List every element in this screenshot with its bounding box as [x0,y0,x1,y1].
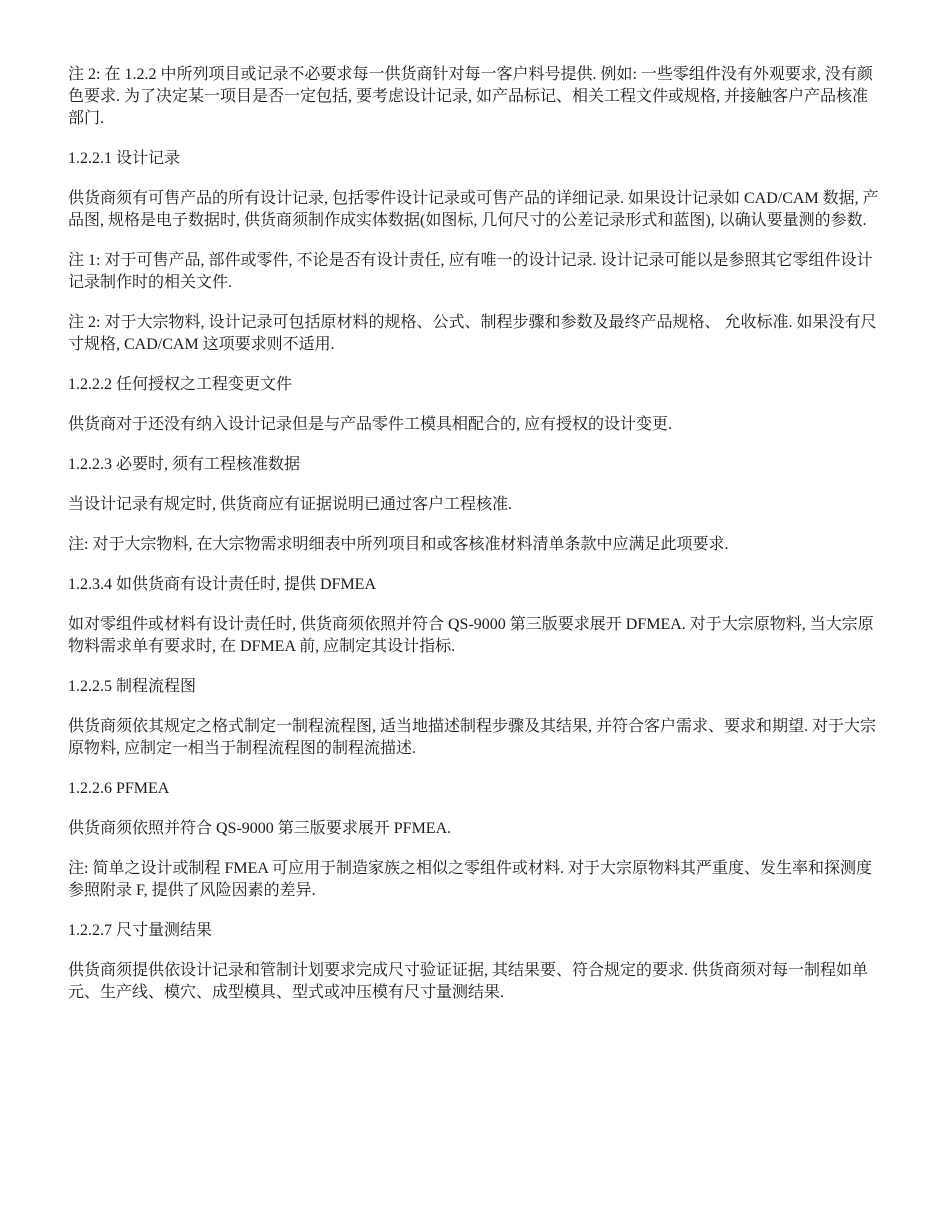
document-page [68,64,882,1022]
section-heading-process-flow: 1.2.2.5 制程流程图 [68,678,197,695]
note-paragraph: 注 2: 在 1.2.2 中所列项目或记录不必要求每一供货商针对每一客户料号提供. 例如: 一些零组件没有外观要求, 没有颜色要求. 为了决定某一项目是否一定包括, 要考虑设计记录, 如产品标记、相关工程文件或规格, 并接触客户产品核准部门. [68,66,873,127]
body-paragraph: 供货商须依照并符合 QS-9000 第三版要求展开 PFMEA. [68,820,452,837]
section-heading-design-records: 1.2.2.1 设计记录 [68,150,181,167]
note-paragraph: 注 2: 对于大宗物料, 设计记录可包括原材料的规格、公式、制程步骤和参数及最终产品规格、 允收标准. 如果没有尺寸规格, CAD/CAM 这项要求则不适用. [68,314,877,353]
body-paragraph: 如对零组件或材料有设计责任时, 供货商须依照并符合 QS-9000 第三版要求展开 DFMEA. 对于大宗原物料, 当大宗原物料需求单有要求时, 在 DFMEA 前, 应制定其设计指标. [68,616,874,655]
body-paragraph: 供货商须提供依设计记录和管制计划要求完成尺寸验证证据, 其结果要、符合规定的要求. 供货商须对每一制程如单元、生产线、模穴、成型模具、型式或冲压模有尺寸量测结果. [68,962,869,1001]
body-paragraph: 供货商须依其规定之格式制定一制程流程图, 适当地描述制程步骤及其结果, 并符合客户需求、要求和期望. 对于大宗原物料, 应制定一相当于制程流程图的制程流描述. [68,718,877,757]
body-paragraph: 供货商对于还没有纳入设计记录但是与产品零件工模具相配合的, 应有授权的设计变更. [68,416,673,433]
body-paragraph: 供货商须有可售产品的所有设计记录, 包括零件设计记录或可售产品的详细记录. 如果设计记录如 CAD/CAM 数据, 产品图, 规格是电子数据时, 供货商须制作成实体数据(如图标, 几何尺寸的公差记录形式和蓝图), 以确认要量测的参数. [68,190,879,229]
note-paragraph: 注 1: 对于可售产品, 部件或零件, 不论是否有设计责任, 应有唯一的设计记录. 设计记录可能以是参照其它零组件设计记录制作时的相关文件. [68,252,873,291]
section-heading-engineering-approval: 1.2.2.3 必要时, 须有工程核准数据 [68,456,301,473]
section-heading-dimensional-results: 1.2.2.7 尺寸量测结果 [68,922,213,939]
section-heading-pfmea: 1.2.2.6 PFMEA [68,780,170,797]
section-heading-dfmea: 1.2.3.4 如供货商有设计责任时, 提供 DFMEA [68,576,377,593]
note-paragraph: 注: 对于大宗物料, 在大宗物需求明细表中所列项目和或客核准材料清单条款中应满足此项要求. [68,536,729,553]
section-heading-engineering-change: 1.2.2.2 任何授权之工程变更文件 [68,376,293,393]
note-paragraph: 注: 简单之设计或制程 FMEA 可应用于制造家族之相似之零组件或材料. 对于大宗原物料其严重度、发生率和探测度参照附录 F, 提供了风险因素的差异. [68,860,873,899]
body-paragraph: 当设计记录有规定时, 供货商应有证据说明已通过客户工程核准. [68,496,513,513]
